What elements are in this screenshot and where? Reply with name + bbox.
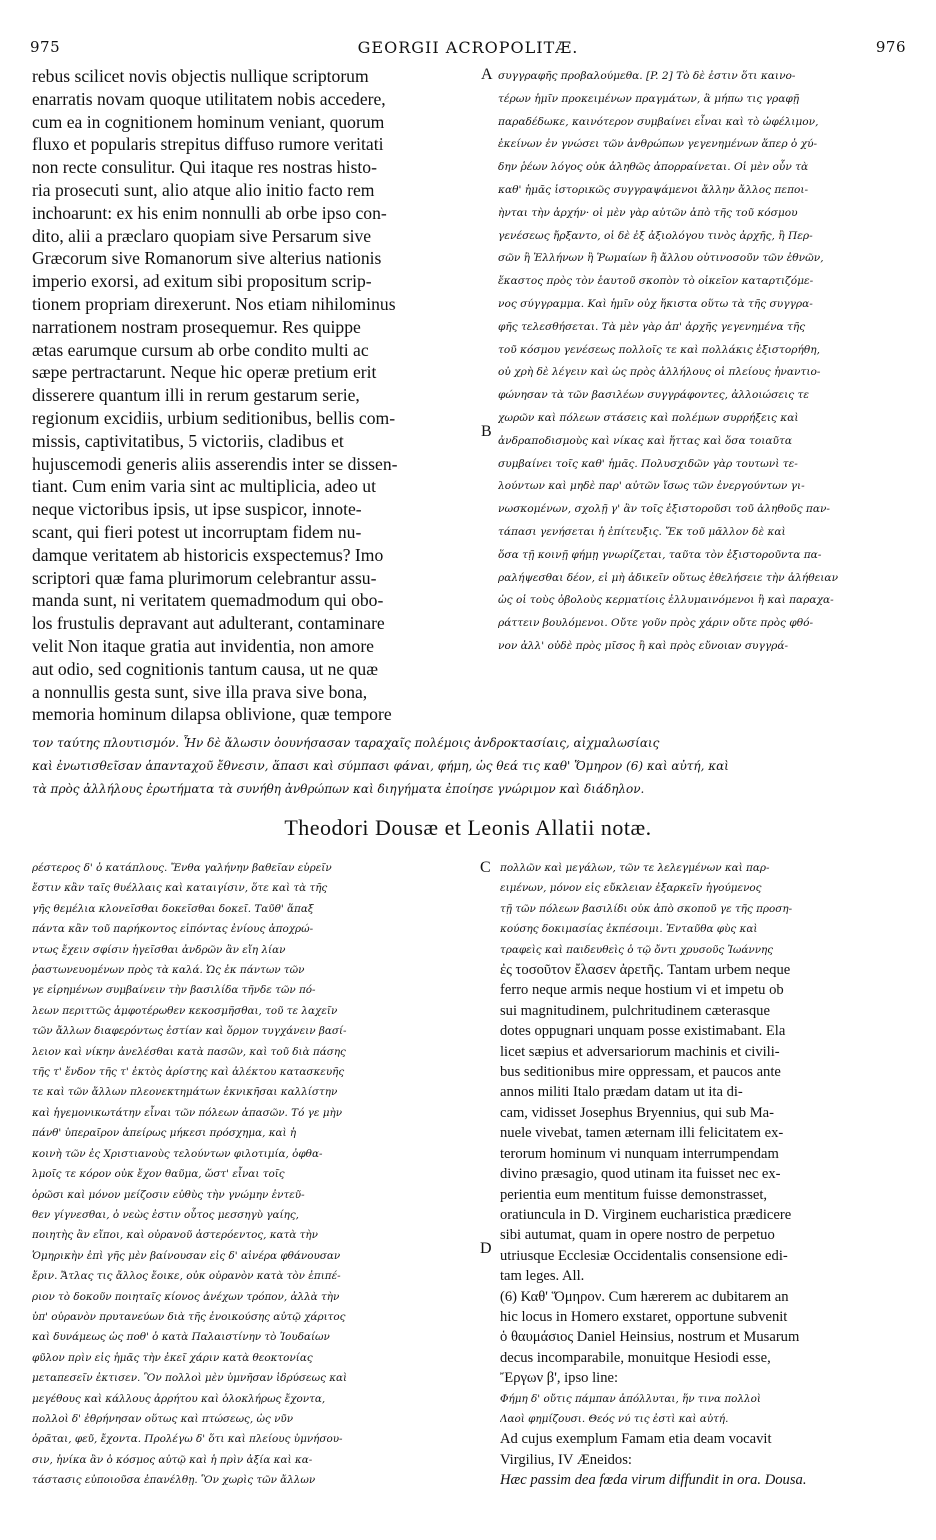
greek-line: ὡς οἱ τοὺς ὀβολοὺς κερματίοις ἐλλυμαινόμενοι ἢ καὶ παραχα- bbox=[498, 594, 834, 607]
note-greek-line: φῦλον πρὶν εἰς ἡμᾶς τὴν ἐκεῖ χάριν κατὰ θεοκτονίας bbox=[32, 1351, 313, 1364]
greek-line: φῆς τελεσθήσεται. Τὰ μὲν γὰρ ἀπ' ἀρχῆς γεγενημένα τῆς bbox=[498, 320, 806, 333]
greek-line: ἐκείνων ἐν γνώσει τῶν ἀνθρώπων γεγενημένων ἅπερ ὁ χύ- bbox=[498, 138, 818, 151]
note-line: ferro neque armis neque hostium vi et impetu ob bbox=[500, 982, 784, 999]
note-line: κούσης δοκιμασίας ἐκπέσοιμι. Ἐνταῦθα φὺς καὶ bbox=[500, 923, 758, 936]
greek-line: δην ῥέων λόγος οὐκ ἀληθῶς ἀπορραίνεται. Οἱ μὲν οὖν τὰ bbox=[498, 161, 809, 174]
latin-line: missis, captivitatibus, 5 victoriis, cladibus et bbox=[32, 430, 344, 451]
note-greek-line: τάστασις εὐποιοῦσα ἐπανέλθῃ. Ὃν χωρὶς τῶν ἄλλων bbox=[32, 1474, 316, 1487]
note-line: πολλῶν καὶ μεγάλων, τῶν τε λελεγμένων καὶ παρ- bbox=[500, 862, 770, 874]
note-greek-line: ἔστιν κἂν ταῖς θυέλλαις καὶ καταιγίσιν, ὅτε καὶ τὰ τῆς bbox=[32, 882, 328, 895]
note-line: ειμένων, μόνον εἰς εὔκλειαν ἐξαρκεῖν ἡγούμενος bbox=[500, 882, 762, 895]
note-line: (6) Καθ' Ὅμηρον. Cum hærerem ac dubitarem an bbox=[500, 1288, 789, 1305]
note-line: Φήμη δ' οὔτις πάμπαν ἀπόλλυται, ἥν τινα πολλοὶ bbox=[500, 1392, 761, 1405]
latin-line: narrationem nostram prosequemur. Res quippe bbox=[32, 316, 361, 337]
note-greek-line: ὁρῶσι καὶ μόνον μείζοσιν εὐθὺς τὴν γνώμην ἐντεῦ- bbox=[32, 1188, 305, 1201]
greek-line: νωσκομένων, σχολῇ γ' ἂν τοῖς ἐξιστοροῦσι τοῦ ἀληθοῦς παν- bbox=[498, 503, 831, 516]
page-header bbox=[30, 38, 906, 60]
greek-line: νον ἀλλ' οὐδὲ πρὸς μῖσος ἢ καὶ πρὸς εὔνοιαν συγγρά- bbox=[498, 639, 789, 652]
latin-line: a nonnullis gesta sunt, sive illa prava sive bona, bbox=[32, 681, 368, 702]
note-greek-line: λμοῖς τε κόρον οὐκ ἔχον θαῦμα, ὥστ' εἶναι τοῖς bbox=[32, 1168, 285, 1181]
section-marker-c: C bbox=[480, 859, 491, 876]
note-line: hic locus in Homero exstaret, opportune subvenit bbox=[500, 1308, 788, 1325]
note-line: Ἔργων β', ipso line: bbox=[500, 1370, 619, 1387]
note-line: bus seditionibus mire oppressam, et paucos ante bbox=[500, 1064, 781, 1081]
latin-line: velit Non itaque gratia aut invidentia, non amore bbox=[32, 635, 374, 656]
note-greek-line: γε εἰρημένων συμβαίνειν τὴν βασιλίδα τῆνδε τῶν πό- bbox=[32, 984, 316, 997]
note-line: licet sæpius et adversariorum machinis et civili- bbox=[500, 1043, 780, 1060]
latin-line: ria prosecuti sunt, alio atque alio initio facto rem bbox=[32, 179, 375, 200]
latin-line: damque veritatem ab historicis exspectemus? Imo bbox=[32, 544, 384, 565]
notes-left-column bbox=[32, 858, 478, 1491]
latin-line: memoria hominum dilapsa oblivione, quæ tempore bbox=[32, 704, 392, 725]
greek-line: παραδέδωκε, καινότερον συμβαίνει εἶναι καὶ τὸ ὠφέλιμον, bbox=[498, 115, 819, 128]
greek-line: νος σύγγραμμα. Καὶ ἡμῖν οὐχ ἥκιστα οὕτω τὰ τῆς συγγρα- bbox=[498, 297, 813, 310]
latin-line: regionum excidiis, urbium seditionibus, bellis com- bbox=[32, 407, 396, 428]
latin-line: non recte consulitur. Qui itaque res nostras histo- bbox=[32, 157, 377, 178]
note-line: nuele vivebat, tamen æternam illi felicitatem ex- bbox=[500, 1125, 784, 1142]
note-greek-line: τῆς τ' ἔνδον τῆς τ' ἐκτὸς ἀρίστης καὶ ἀλέκτου κατασκευῆς bbox=[32, 1066, 345, 1079]
page-number-right: 976 bbox=[875, 38, 906, 56]
note-line: dotes oppugnari unquam posse existimabant. Ela bbox=[500, 1023, 786, 1040]
note-greek-line: ντως ἔχειν σφίσιν ἡγεῖσθαι ἀνδρῶν ἂν εἴη λίαν bbox=[32, 943, 286, 956]
latin-line: ætas earumque cursum ab orbe condito multi ac bbox=[32, 339, 369, 360]
note-line: ἐς τοσοῦτον ἔλασεν ἀρετῆς. Tantam urbem neque bbox=[500, 962, 791, 979]
note-greek-line: πάνθ' ὑπεραῖρον ἀπείρως μήκεσι πρόσχημα, καὶ ἡ bbox=[32, 1127, 297, 1140]
note-line: oratiuncula in D. Virginem eucharistica prædicere bbox=[500, 1206, 792, 1223]
greek-line: ἀνδραποδισμοὺς καὶ νίκας καὶ ἥττας καὶ ὅσα τοιαῦτα bbox=[498, 434, 792, 447]
note-line: Hæc passim dea fœda virum diffundit in ora. Dousa. bbox=[500, 1472, 807, 1489]
full-width-greek-text bbox=[32, 732, 908, 801]
greek-line: οὐ χρὴ δὲ λέγειν καὶ ὡς πρὸς ἀλλήλους οἱ πλείους ἠναντιο- bbox=[498, 366, 821, 379]
greek-line: ράττειν βουλόμενοι. Οὔτε γοῦν πρὸς χάριν οὔτε πρὸς φθό- bbox=[498, 617, 814, 630]
latin-line: neque victoribus ipsis, ut ipse suspicor, innote- bbox=[32, 499, 362, 520]
greek-line: γενέσεως ἤρξαντο, οἱ δὲ ἐξ ἀξιολόγου τινὸς ἀρχῆς, ἢ Περ- bbox=[498, 229, 813, 242]
note-greek-line: γῆς θεμέλια κλονεῖσθαι δοκεῖσθαι δοκεῖ. Ταῦθ' ἅπαξ bbox=[32, 902, 314, 915]
note-line: τῇ τῶν πόλεων βασιλίδι οὐκ ἀπὸ σκοποῦ γε τῆς προση- bbox=[500, 902, 793, 915]
note-greek-line: μεγέθους καὶ κάλλους ἀρρήτου καὶ ὁλοκλήρως ἔχοντα, bbox=[32, 1392, 326, 1405]
note-line: Ad cujus exemplum Famam etia deam vocavit bbox=[500, 1431, 772, 1448]
note-greek-line: κοινὴ τῶν ἐς Χριστιανοὺς τελούντων φιλοτιμία, ὀφθα- bbox=[32, 1147, 323, 1160]
latin-line: rebus scilicet novis objectis nullique scriptorum bbox=[32, 66, 369, 86]
note-line: sui magnitudinem, pulchritudinem cæterasque bbox=[500, 1002, 770, 1019]
note-greek-line: ριον τὸ δοκοῦν ποιηταῖς κίονος ἀνέχων τρόπον, ἀλλὰ τὴν bbox=[32, 1290, 340, 1303]
page-number-left: 975 bbox=[30, 38, 61, 56]
note-greek-line: τῶν ἄλλων διαφερόντως ἐστίαν καὶ ὅρμον τυγχάνειν βασί- bbox=[32, 1025, 347, 1038]
running-title: GEORGII ACROPOLITÆ. bbox=[357, 38, 579, 57]
note-greek-line: ὁρᾶται, φεῦ, ἔχοντα. Προλέγω δ' ὅτι καὶ πλείους ὑμνήσου- bbox=[32, 1433, 343, 1446]
full-width-greek-line: καὶ ἐνωτισθεῖσαν ἁπανταχοῦ ἔθνεσιν, ἅπασι καὶ σύμπασι φάναι, φήμη, ὡς θεά τις καθ' Ὅμηρον (6) καὶ αὐτή, καὶ bbox=[32, 759, 729, 773]
note-greek-line: ὑπ' οὐρανὸν πρυτανεύων διὰ τῆς ἐνοικούσης αὐτῷ χάριτος bbox=[32, 1310, 346, 1323]
latin-line: hujuscemodi generis aliis asserendis inter se dissen- bbox=[32, 453, 398, 474]
greek-line: σῶν ἢ Ἑλλήνων ἢ Ῥωμαίων ἢ ἄλλου οὑτινοσοῦν τῶν ἐθνῶν, bbox=[498, 252, 824, 265]
section-marker-b: B bbox=[481, 423, 492, 440]
note-line: perientia eum mentitum fuisse demonstrasset, bbox=[500, 1186, 768, 1203]
full-width-greek-line: τὰ πρὸς ἀλλήλους ἐρωτήματα τὰ συνήθη ἀνθρώπων καὶ διηγήματα ἐποίησε γνώριμον καὶ διάδηλον. bbox=[32, 782, 645, 796]
greek-line: συμβαίνει τοῖς καθ' ἡμᾶς. Πολυσχιδῶν γὰρ τουτωνὶ τε- bbox=[498, 457, 798, 470]
note-line: ὁ θαυμάσιος Daniel Heinsius, nostrum et Musarum bbox=[500, 1329, 800, 1346]
greek-line: συγγραφῆς προβαλούμεθα. [P. 2] Τὸ δὲ ἐστιν ὅτι καινο- bbox=[498, 70, 796, 82]
greek-line: καθ' ἡμᾶς ἱστορικῶς συγγραψάμενοι ἄλλην ἄλλος πεποι- bbox=[498, 183, 809, 196]
note-line: divino præsagio, quod utinam ita fuisset nec ex- bbox=[500, 1166, 781, 1183]
greek-line: λούντων καὶ μηδὲ παρ' αὐτῶν ἴσως τῶν ἐνεργούντων γι- bbox=[498, 480, 805, 493]
note-line: tam leges. All. bbox=[500, 1268, 585, 1285]
latin-line: dito, alii a præclaro quopiam sive Persarum sive bbox=[32, 225, 372, 246]
note-line: Λαοὶ φημίζουσι. Θεός νύ τις ἐστὶ καὶ αὐτή. bbox=[500, 1412, 729, 1425]
section-marker-a: A bbox=[481, 66, 493, 83]
note-line: sibi autumat, quam in opere nostro de perpetuo bbox=[500, 1227, 775, 1244]
latin-translation-column bbox=[32, 65, 478, 726]
note-greek-line: ῥαστωνευομένων πρὸς τὰ καλά. Ὡς ἐκ πάντων τῶν bbox=[32, 964, 305, 977]
latin-line: cum ea in cognitionem hominum veniant, quorum bbox=[32, 111, 385, 132]
note-greek-line: ποιητὴς ἂν εἴποι, καὶ οὐρανοῦ ἀστερόεντος, κατὰ τὴν bbox=[32, 1229, 318, 1242]
latin-line: scant, qui fieri potest ut incorruptam fidem nu- bbox=[32, 521, 362, 542]
note-line: annos militi Italo prædam datam ut ita di- bbox=[500, 1084, 743, 1101]
latin-line: manda sunt, ni veritatem quemadmodum qui obo- bbox=[32, 590, 384, 611]
latin-line: imperio exorsi, ad exitum sibi propositum scrip- bbox=[32, 271, 372, 292]
note-line: utriusque Ecclesiæ Occidentalis consensione edi- bbox=[500, 1247, 788, 1264]
greek-line: τέρων ἡμῖν προκειμένων πραγμάτων, ἃ μήπω τις γραφῇ bbox=[498, 92, 800, 105]
greek-line: ἕκαστος πρὸς τὸν ἑαυτοῦ σκοπὸν τὸ οἰκεῖον καταρτιζόμε- bbox=[498, 275, 814, 288]
greek-line: ὴνται τὴν ἀρχήν· οἱ μὲν γὰρ αὐτῶν ἀπὸ τῆς τοῦ κόσμου bbox=[498, 206, 798, 219]
note-line: Virgilius, IV Æneidos: bbox=[500, 1451, 632, 1468]
note-greek-line: σιν, ἡνίκα ἂν ὁ κόσμος αὐτῷ καὶ ἡ πρὶν ἀξία καὶ κα- bbox=[32, 1453, 313, 1466]
note-greek-line: ρέστερος δ' ὁ κατάπλους. Ἔνθα γαλήνην βαθεῖαν εὑρεῖν bbox=[32, 862, 332, 874]
note-greek-line: καὶ δυνάμεως ὡς ποθ' ὁ κατὰ Παλαιστίνην τὸ Ἰουδαίων bbox=[32, 1331, 330, 1344]
latin-line: aut odio, sed cognitionis tantum causa, ut ne quæ bbox=[32, 658, 378, 679]
latin-line: sæpe pertractarunt. Neque hic operæ pretium erit bbox=[32, 362, 377, 383]
note-greek-line: Ὁμηρικὴν ἐπὶ γῆς μὲν βαίνουσαν εἰς δ' αἰνέρα φθάνουσαν bbox=[32, 1249, 341, 1262]
greek-text-column bbox=[498, 65, 910, 658]
greek-line: χωρῶν καὶ πόλεων στάσεις καὶ πολέμων συρρήξεις καὶ bbox=[498, 411, 799, 424]
greek-line: τάπασι γενήσεται ἡ ἐπίτευξις. Ἔκ τοῦ μᾶλλον δὲ καὶ bbox=[498, 525, 786, 538]
greek-line: ραλήψεσθαι δέον, εἰ μὴ ἀδικεῖν οὕτως ἐθελήσειε τὴν ἀλήθειαν bbox=[498, 571, 839, 584]
latin-line: scriptori quæ fama plurimorum celebrantur assu- bbox=[32, 567, 377, 588]
notes-section-title: Theodori Dousæ et Leonis Allatii notæ. bbox=[284, 815, 652, 840]
note-greek-line: μεταπεσεῖν ἐκτισεν. Ὃν πολλοὶ μὲν ὑμνῆσαν ἱδρύσεως καὶ bbox=[32, 1372, 348, 1385]
note-greek-line: λειον καὶ νίκην ἀνελέσθαι κατὰ πασῶν, καὶ τοῦ διὰ πάσης bbox=[32, 1045, 346, 1058]
latin-line: disserere quantum illi in rerum gestarum serie, bbox=[32, 385, 360, 406]
note-greek-line: πολλοὶ δ' ἐθρήνησαν οὕτως καὶ πτώσεως, ὡς νῦν bbox=[32, 1412, 294, 1425]
notes-right-column bbox=[500, 858, 910, 1491]
latin-line: fluxo et popularis strepitus diffuso rumore veritati bbox=[32, 134, 384, 155]
latin-line: inchoarunt: ex his enim nonnulli ab orbe ipso con- bbox=[32, 202, 387, 223]
note-greek-line: πάντα κἂν τοῦ παρήκοντος εἰπόντας ἐνίους ἀποχρώ- bbox=[32, 923, 314, 936]
latin-line: tiant. Cum enim varia sint ac multiplicia, adeo ut bbox=[32, 476, 376, 497]
note-line: decus incomparabile, monuitque Hesiodi esse, bbox=[500, 1349, 771, 1366]
greek-line: τοῦ κόσμου γενέσεως πολλοῖς τε καὶ πολλάκις ἐξιστορήθη, bbox=[498, 343, 820, 356]
note-greek-line: τε καὶ τῶν ἄλλων πλεονεκτημάτων ἐκνικῆσαι καλλίστην bbox=[32, 1086, 338, 1099]
note-line: τραφεὶς καὶ παιδευθεὶς ὁ τῷ ὄντι χρυσοῦς Ἰωάννης bbox=[500, 943, 774, 956]
note-greek-line: θεν γίγνεσθαι, ὁ νεὼς ἐστιν οὗτος μεσσηγὺ γαίης, bbox=[32, 1208, 299, 1221]
latin-line: tionem propriam direxerunt. Nos etiam nihilominus bbox=[32, 293, 396, 314]
greek-line: ὅσα τῇ κοινῇ φήμῃ γνωρίζεται, ταῦτα τὸν ἐξιστοροῦντα πα- bbox=[498, 548, 822, 561]
note-greek-line: ἔριν. Ἄτλας τις ἄλλος ἔοικε, οὐκ οὐρανὸν κατὰ τὸν ἐπιπέ- bbox=[32, 1270, 341, 1283]
full-width-greek-line: τον ταύτης πλουτισμόν. Ἦν δὲ ἄλωσιν ὀουνήσασαν ταραχαῖς πολέμοις ἀνδροκτασίαις, αἰχμαλωσίαις bbox=[32, 736, 660, 750]
note-line: cam, vidisset Josephus Bryennius, qui sub Ma- bbox=[500, 1104, 775, 1121]
section-marker-d: D bbox=[480, 1240, 492, 1257]
note-greek-line: καὶ ἡγεμονικωτάτην εἶναι τῶν πόλεων ἁπασῶν. Τό γε μὴν bbox=[32, 1106, 343, 1119]
latin-line: los frustulis depravant aut adulterant, contaminare bbox=[32, 613, 385, 634]
note-line: terorum hominum vi nunquam interrumpendam bbox=[500, 1145, 779, 1162]
note-greek-line: λεων περιττῶς ἀμφοτέρωθεν κεκοσμῆσθαι, τοῦ τε λαχεῖν bbox=[32, 1004, 338, 1017]
latin-line: enarratis novam quoque utilitatem nobis accedere, bbox=[32, 88, 386, 109]
latin-line: Græcorum sive Romanorum sive alterius nationis bbox=[32, 248, 382, 269]
greek-line: φώνησαν τὰ τῶν βασιλέων συγγράφοντες, ἀλλοιώσεις τε bbox=[498, 389, 810, 402]
